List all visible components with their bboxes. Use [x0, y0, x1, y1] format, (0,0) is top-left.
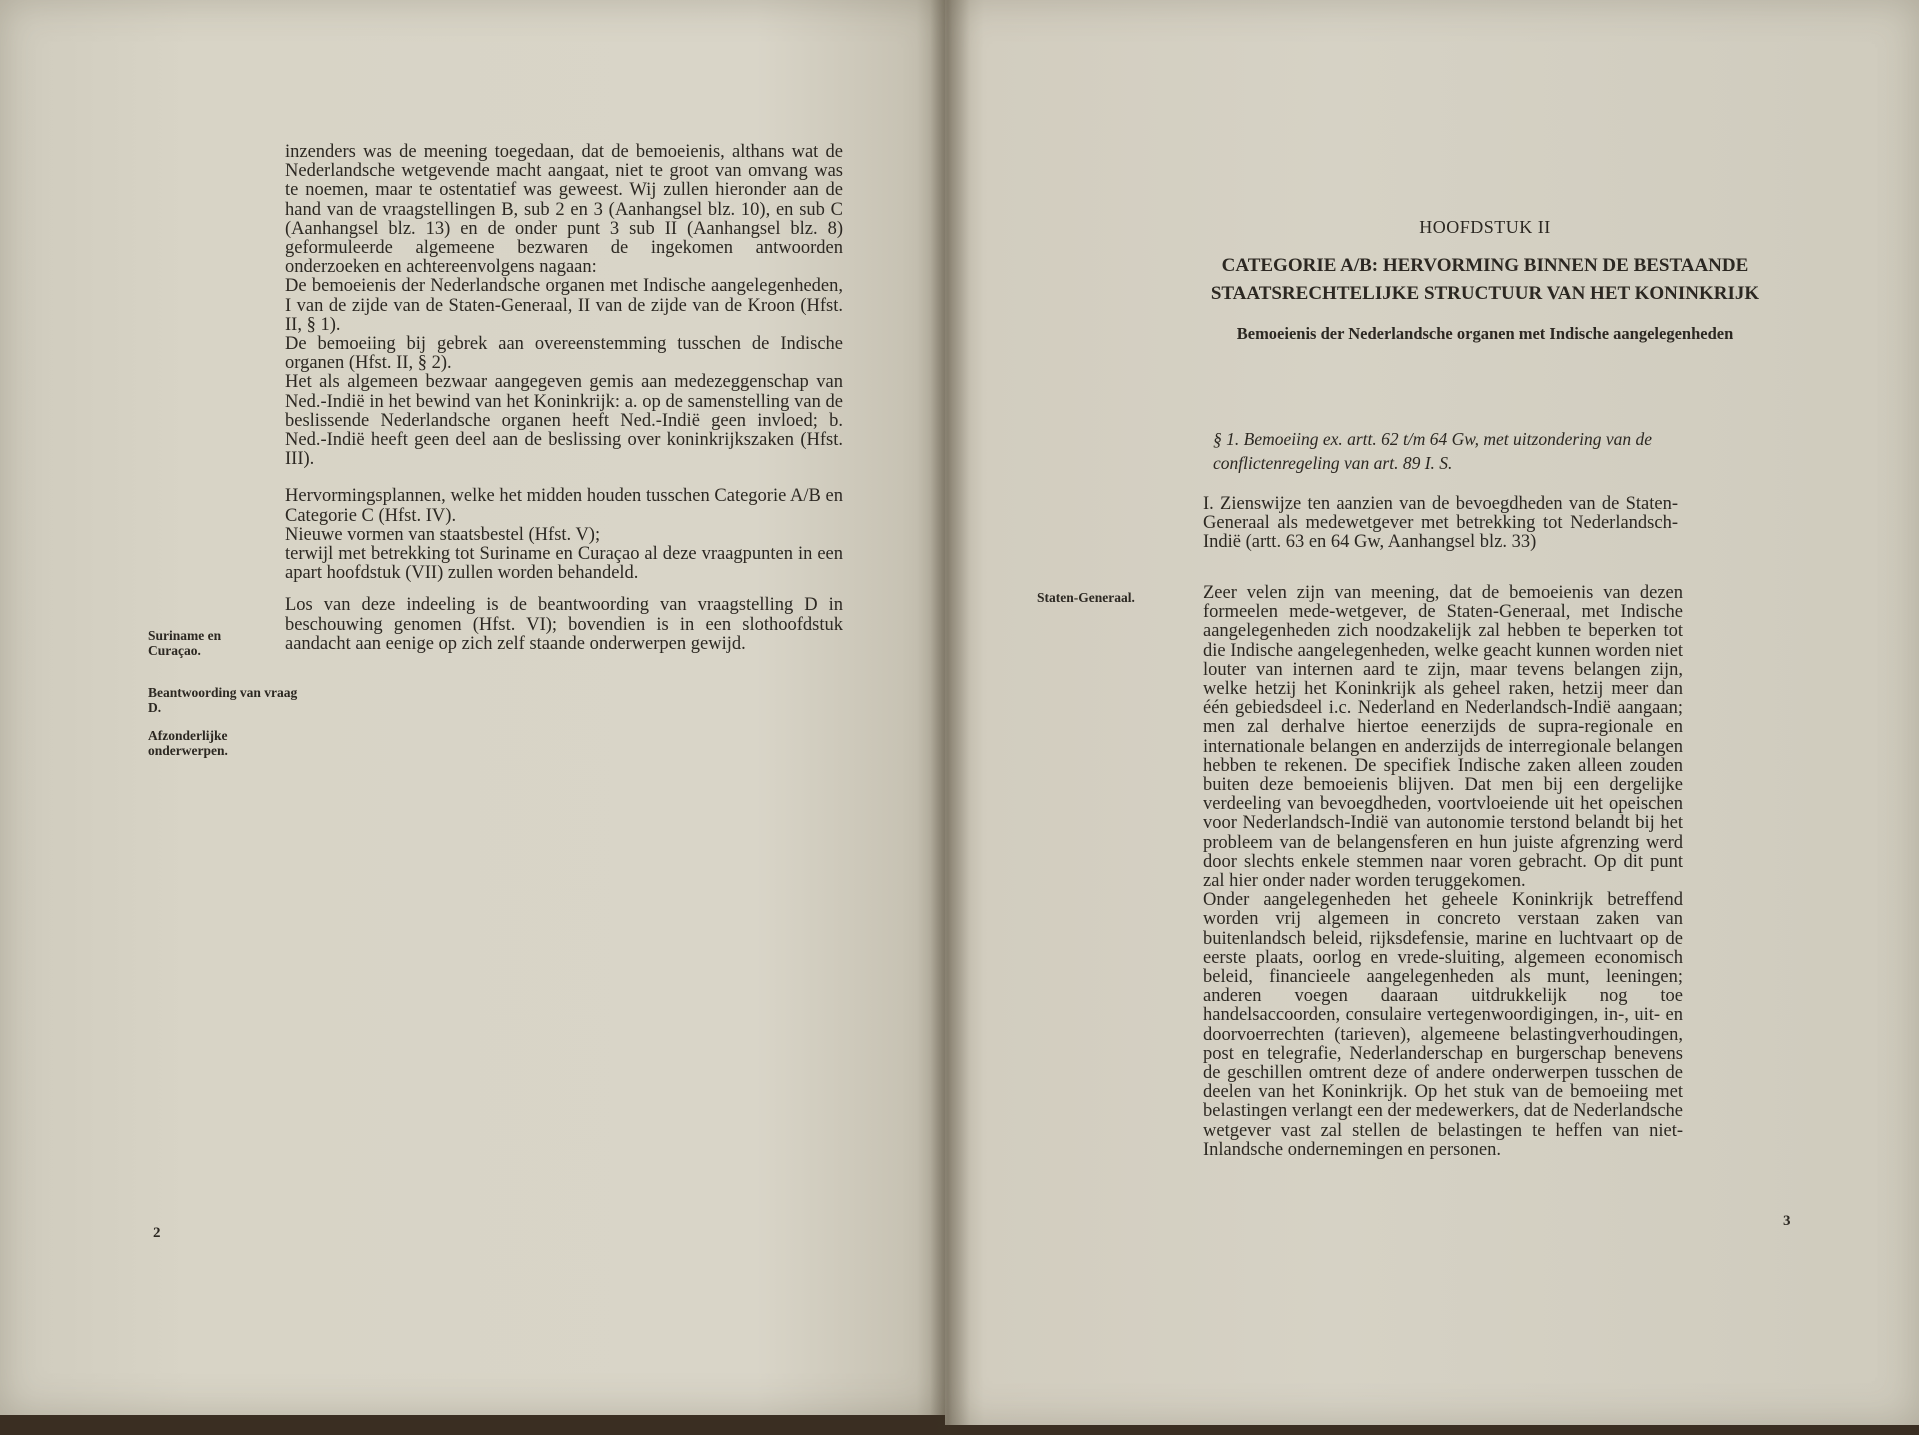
paragraph: Onder aangelegenheden het geheele Koninkrijk betreffend worden vrij algemeen in concreto verstaan zaken van buitenlandsch beleid, rijksdefensie, marine en luchtvaart op de eerste plaats, oorlog en vrede-sluiting, algemeen economisch beleid, financieele aangelegenheden als munt, leeningen; anderen voegen daaraan uitdrukkelijk nog toe handelsaccoorden, consulaire vertegenwoordigingen, in-, uit- en doorvoerrechten (tarieven), algemeene belastingverhoudingen, post en telegrafie, Nederlanderschap en burgerschap benevens de geschillen omtrent deze of andere onderwerpen tusschen de deelen van het Koninkrijk. Op het stuk van de bemoeiing met belastingen verlangt een der medewerkers, dat de Nederlandsche wetgever vast zal stellen de belastingen te heffen van niet-Inlandsche ondernemingen en personen.: [1203, 890, 1683, 1160]
margin-note-suriname: Suriname en Curaçao.: [148, 628, 222, 658]
chapter-subtitle: Bemoeienis der Nederlandsche organen met Indische aangelegenheden: [1236, 324, 1734, 343]
book-spine-shadow: [930, 0, 970, 1435]
margin-note-afzonderlijke: Afzonderlijke onderwerpen.: [148, 728, 228, 758]
right-page: [945, 0, 1919, 1425]
paragraph: Zeer velen zijn van meening, dat de bemoeienis van dezen formeelen mede-wetgever, de Staten-Generaal, met Indische aangelegenheden zich noodzakelijk zal hebben te beperken tot die Indische aangelegenheden, welke geacht kunnen worden niet louter van internen aard te zijn, maar tevens belangen zijn, welke hetzij het Koninkrijk als geheel raken, hetzij meer dan één gebiedsdeel i.c. Nederland en Nederlandsch-Indië aangaan; men zal derhalve hiertoe eenerzijds de supra-regionale en internationale belangen en anderzijds de interregionale belangen hebben te rekenen. De specifiek Indische zaken alleen zouden buiten deze bemoeienis blijven. Dat men bij een dergelijke verdeeling van bevoegdheden, voortvloeiende uit het opeischen voor Nederlandsch-Indië van autonomie terstond belandt bij het probleem van de belangensferen en hun juiste afgrenzing werd door slechts enkele stemmen naar voren gebracht. Op dit punt zal hier onder nader worden teruggekomen.: [1203, 583, 1683, 892]
paragraph: De bemoeienis der Nederlandsche organen met Indische aangelegenheden, I van de zijde van de Staten-Generaal, II van de zijde van de Kroon (Hfst. II, § 1).: [285, 276, 843, 335]
chapter-number: HOOFDSTUK II: [1419, 217, 1551, 237]
left-page: [0, 0, 945, 1415]
paragraph: De bemoeiing bij gebrek aan overeenstemming tusschen de Indische organen (Hfst. II, § 2).: [285, 334, 843, 374]
right-body-text: [1203, 584, 1683, 1160]
paragraph: terwijl met betrekking tot Suriname en Curaçao al deze vraagpunten in een apart hoofdstuk (VII) zullen worden behandeld.: [285, 544, 843, 584]
paragraph: Het als algemeen bezwaar aangegeven gemis aan medezeggenschap van Ned.-Indië in het bewind van het Koninkrijk: a. op de samenstelling van de beslissende Nederlandsche organen heeft Ned.-Indië geen invloed; b. Ned.-Indië heeft geen deel aan de beslissing over koninkrijkszaken (Hfst. III).: [285, 372, 843, 470]
paragraph: Los van deze indeeling is de beantwoording van vraagstelling D in beschouwing genomen (Hfst. VI); bovendien is in een slothoofdstuk aandacht aan eenige op zich zelf staande onderwerpen gewijd.: [285, 595, 843, 654]
margin-note-beantwoording: Beantwoording van vraag D.: [148, 685, 298, 715]
subsection-heading: I. Zienswijze ten aanzien van de bevoegdheden van de Staten-Generaal als medewetgever met betrekking tot Nederlandsch-Indië (artt. 63 en 64 Gw, Aanhangsel blz. 33): [1203, 494, 1678, 553]
margin-note-staten-generaal: Staten-Generaal.: [1037, 590, 1135, 605]
paragraph: Hervormingsplannen, welke het midden houden tusschen Categorie A/B en Categorie C (Hfst. IV).: [285, 486, 843, 526]
chapter-heading: [1165, 217, 1805, 346]
chapter-title: CATEGORIE A/B: HERVORMING BINNEN DE BESTAANDE STAATSRECHTELIJKE STRUCTUUR VAN HET KONINKRIJK: [1210, 255, 1760, 304]
paragraph: Nieuwe vormen van staatsbestel (Hfst. V);: [285, 524, 601, 545]
page-number: 2: [153, 1225, 161, 1241]
paragraph: inzenders was de meening toegedaan, dat de bemoeienis, althans wat de Nederlandsche wetgevende macht aangaat, niet te groot van omvang was te noemen, maar te ostentatief was geweest. Wij zullen hieronder aan de hand van de vraagstellingen B, sub 2 en 3 (Aanhangsel blz. 10), en sub C (Aanhangsel blz. 13) en de onder punt 3 sub II (Aanhangsel blz. 8) geformuleerde algemeene bezwaren de ingekomen antwoorden onderzoeken en achtereenvolgens nagaan:: [285, 142, 843, 278]
left-body-text: [285, 143, 843, 654]
section-heading: § 1. Bemoeiing ex. artt. 62 t/m 64 Gw, met uitzondering van de conflictenregeling van art. 89 I. S.: [1213, 429, 1653, 473]
page-number: 3: [1783, 1213, 1791, 1229]
